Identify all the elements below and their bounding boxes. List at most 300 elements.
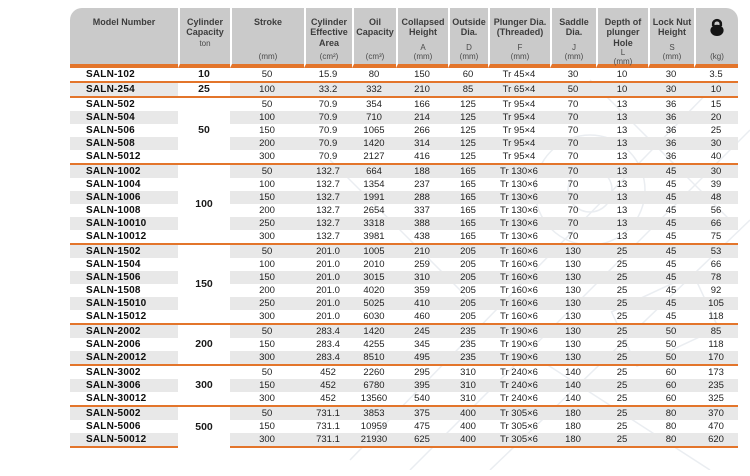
effective-area-cell: 70.9: [304, 111, 352, 124]
outside-dia-cell: 235: [460, 338, 476, 350]
outside-dia-cell: 400: [448, 433, 488, 448]
capacity-cell: 200: [178, 323, 230, 364]
effective-area-cell: 201.0: [316, 258, 340, 270]
saddle-dia-cell: 130: [565, 310, 581, 322]
plunger-hole-depth-cell: 10: [596, 81, 648, 96]
effective-area-cell: 201.0: [304, 271, 352, 284]
weight-cell: 20: [694, 111, 738, 124]
effective-area-cell: 33.2: [304, 81, 352, 96]
effective-area-cell: 452: [320, 392, 336, 404]
model-cell: SALN-3006: [70, 379, 178, 392]
oil-capacity-cell: 13560: [360, 392, 388, 404]
collapsed-height-cell: 395: [396, 379, 448, 392]
oil-capacity-cell: 1991: [352, 191, 396, 204]
model-cell: SALN-15010: [70, 297, 178, 310]
outside-dia-cell: 310: [460, 392, 476, 404]
plunger-dia-cell: Tr 45×4: [502, 68, 536, 80]
plunger-dia-cell: Tr 130×6: [500, 178, 538, 190]
outside-dia-cell: 235: [448, 323, 488, 338]
stroke-cell: 50: [230, 96, 304, 111]
table-row: [70, 420, 738, 433]
col-header-cylinder-capacity: Cylinder Capacity ton: [178, 8, 230, 68]
table-row: [70, 271, 738, 284]
table-row: [70, 284, 738, 297]
model-cell: SALN-15012: [86, 310, 147, 322]
effective-area-cell: 731.1: [304, 433, 352, 448]
kettlebell-weight-icon: [707, 18, 727, 42]
weight-cell: 118: [708, 310, 724, 322]
collapsed-height-cell: 416: [414, 150, 430, 162]
model-cell: SALN-1504: [86, 258, 141, 270]
saddle-dia-cell: 130: [550, 271, 596, 284]
outside-dia-cell: 310: [448, 379, 488, 392]
collapsed-height-cell: 375: [396, 405, 448, 420]
effective-area-cell: 132.7: [304, 163, 352, 178]
oil-capacity-cell: 4255: [363, 338, 385, 350]
stroke-cell: 50: [230, 405, 304, 420]
collapsed-height-cell: 150: [414, 68, 430, 80]
weight-cell: 30: [694, 137, 738, 150]
collapsed-height-cell: 295: [396, 364, 448, 379]
weight-cell: 30: [694, 163, 738, 178]
table-row: [70, 111, 738, 124]
weight-cell: 56: [710, 204, 722, 216]
plunger-hole-depth-cell: 25: [616, 392, 628, 404]
lock-nut-height-cell: 50: [648, 323, 694, 338]
oil-capacity-cell: 10959: [360, 420, 388, 432]
model-cell: SALN-254: [70, 81, 178, 96]
plunger-dia-cell: Tr 130×6: [500, 230, 538, 242]
collapsed-height-cell: 188: [396, 163, 448, 178]
effective-area-cell: 201.0: [304, 243, 352, 258]
stroke-cell: 50: [230, 163, 304, 178]
effective-area-cell: 70.9: [318, 150, 338, 162]
outside-dia-cell: 165: [460, 230, 476, 242]
stroke-cell: 300: [259, 150, 275, 162]
saddle-dia-cell: 130: [550, 351, 596, 364]
col-header-saddle-dia: Saddle Dia. J (mm): [550, 8, 596, 68]
capacity-cell: 50: [178, 96, 230, 163]
saddle-dia-cell: 70: [550, 217, 596, 230]
collapsed-height-cell: 495: [396, 351, 448, 364]
saddle-dia-cell: 140: [550, 364, 596, 379]
saddle-dia-cell: 130: [565, 284, 581, 296]
model-cell: SALN-1008: [86, 204, 141, 216]
lock-nut-height-cell: 50: [665, 338, 677, 350]
collapsed-height-cell: 345: [414, 338, 430, 350]
stroke-cell: 50: [230, 323, 304, 338]
plunger-dia-cell: Tr 130×6: [488, 191, 550, 204]
model-cell: SALN-2002: [70, 323, 178, 338]
lock-nut-height-cell: 30: [648, 81, 694, 96]
outside-dia-cell: 400: [448, 405, 488, 420]
outside-dia-cell: 205: [448, 243, 488, 258]
plunger-hole-depth-cell: 13: [596, 217, 648, 230]
table-row: [70, 323, 738, 338]
plunger-hole-depth-cell: 25: [596, 271, 648, 284]
stroke-cell: 250: [230, 297, 304, 310]
plunger-dia-cell: Tr 160×6: [488, 297, 550, 310]
saddle-dia-cell: 70: [567, 204, 579, 216]
model-cell: SALN-102: [86, 68, 135, 80]
outside-dia-cell: 165: [448, 163, 488, 178]
saddle-dia-cell: 70: [550, 191, 596, 204]
plunger-hole-depth-cell: 25: [596, 364, 648, 379]
stroke-cell: 50: [230, 243, 304, 258]
capacity-cell: 25: [178, 81, 230, 96]
outside-dia-cell: 165: [460, 178, 476, 190]
table-row: [70, 338, 738, 351]
oil-capacity-cell: 354: [352, 96, 396, 111]
oil-capacity-cell: 1354: [363, 178, 385, 190]
capacity-cell: 150: [178, 243, 230, 323]
lock-nut-height-cell: 80: [648, 433, 694, 448]
outside-dia-cell: 205: [460, 284, 476, 296]
lock-nut-height-cell: 45: [648, 191, 694, 204]
weight-cell: 620: [694, 433, 738, 448]
plunger-dia-cell: Tr 190×6: [500, 338, 538, 350]
collapsed-height-cell: 625: [396, 433, 448, 448]
effective-area-cell: 15.9: [318, 68, 338, 80]
oil-capacity-cell: 8510: [352, 351, 396, 364]
lock-nut-height-cell: 45: [665, 284, 677, 296]
plunger-hole-depth-cell: 25: [596, 323, 648, 338]
oil-capacity-cell: 2654: [363, 204, 385, 216]
oil-capacity-cell: 3015: [352, 271, 396, 284]
col-header-collapsed-height: Collapsed Height A (mm): [396, 8, 448, 68]
effective-area-cell: 731.1: [316, 420, 340, 432]
outside-dia-cell: 235: [448, 351, 488, 364]
col-header-stroke: Stroke (mm): [230, 8, 304, 68]
model-cell: SALN-1508: [86, 284, 141, 296]
model-cell: SALN-20012: [70, 351, 178, 364]
oil-capacity-cell: 2010: [363, 258, 385, 270]
oil-capacity-cell: 1005: [352, 243, 396, 258]
lock-nut-height-cell: 45: [665, 178, 677, 190]
table-row: [70, 81, 738, 96]
weight-cell: 15: [694, 96, 738, 111]
oil-capacity-cell: 6780: [352, 379, 396, 392]
table-row: [70, 217, 738, 230]
model-cell: SALN-5006: [86, 420, 141, 432]
table-row: [70, 68, 738, 81]
weight-cell: 40: [710, 150, 722, 162]
table-row: [70, 243, 738, 258]
model-cell: SALN-5002: [70, 405, 178, 420]
table-header: [70, 8, 738, 68]
oil-capacity-cell: 332: [352, 81, 396, 96]
plunger-hole-depth-cell: 25: [616, 284, 628, 296]
weight-cell: 370: [694, 405, 738, 420]
effective-area-cell: 731.1: [304, 405, 352, 420]
saddle-dia-cell: 130: [550, 243, 596, 258]
collapsed-height-cell: 475: [414, 420, 430, 432]
effective-area-cell: 132.7: [316, 204, 340, 216]
outside-dia-cell: 165: [460, 204, 476, 216]
plunger-dia-cell: Tr 160×6: [500, 284, 538, 296]
outside-dia-cell: 400: [460, 420, 476, 432]
table-body: [70, 68, 738, 448]
effective-area-cell: 132.7: [316, 230, 340, 242]
lock-nut-height-cell: 45: [648, 217, 694, 230]
plunger-hole-depth-cell: 25: [596, 351, 648, 364]
oil-capacity-cell: 80: [368, 68, 380, 80]
stroke-cell: 150: [259, 420, 275, 432]
plunger-dia-cell: Tr 130×6: [500, 204, 538, 216]
saddle-dia-cell: 140: [550, 379, 596, 392]
model-cell: SALN-10012: [86, 230, 147, 242]
lock-nut-height-cell: 30: [665, 68, 677, 80]
plunger-dia-cell: Tr 305×6: [488, 433, 550, 448]
model-cell: SALN-1502: [70, 243, 178, 258]
weight-cell: 10: [694, 81, 738, 96]
plunger-dia-cell: Tr 240×6: [488, 364, 550, 379]
collapsed-height-cell: 410: [396, 297, 448, 310]
table-row: [70, 124, 738, 137]
plunger-hole-depth-cell: 13: [596, 163, 648, 178]
plunger-dia-cell: Tr 160×6: [500, 258, 538, 270]
model-cell: SALN-2006: [86, 338, 141, 350]
plunger-hole-depth-cell: 10: [616, 68, 628, 80]
effective-area-cell: 283.4: [304, 351, 352, 364]
table-row: [70, 405, 738, 420]
collapsed-height-cell: 288: [396, 191, 448, 204]
outside-dia-cell: 125: [448, 111, 488, 124]
outside-dia-cell: 60: [462, 68, 474, 80]
model-cell: SALN-502: [70, 96, 178, 111]
model-cell: SALN-506: [86, 124, 135, 136]
effective-area-cell: 70.9: [318, 124, 338, 136]
stroke-cell: 300: [230, 433, 304, 448]
saddle-dia-cell: 70: [567, 124, 579, 136]
plunger-hole-depth-cell: 13: [596, 137, 648, 150]
model-cell: SALN-1506: [70, 271, 178, 284]
saddle-dia-cell: 50: [550, 81, 596, 96]
effective-area-cell: 132.7: [304, 217, 352, 230]
model-cell: SALN-50012: [70, 433, 178, 448]
outside-dia-cell: 205: [448, 297, 488, 310]
outside-dia-cell: 205: [460, 258, 476, 270]
plunger-dia-cell: Tr 95×4: [488, 137, 550, 150]
lock-nut-height-cell: 45: [648, 163, 694, 178]
saddle-dia-cell: 140: [565, 392, 581, 404]
outside-dia-cell: 125: [448, 137, 488, 150]
col-header-effective-area: Cylinder Effective Area (cm²): [304, 8, 352, 68]
effective-area-cell: 452: [304, 364, 352, 379]
effective-area-cell: 201.0: [304, 297, 352, 310]
outside-dia-cell: 85: [448, 81, 488, 96]
collapsed-height-cell: 166: [396, 96, 448, 111]
saddle-dia-cell: 180: [550, 405, 596, 420]
collapsed-height-cell: 210: [396, 81, 448, 96]
model-cell: SALN-3002: [70, 364, 178, 379]
lock-nut-height-cell: 50: [648, 351, 694, 364]
effective-area-cell: 70.9: [304, 96, 352, 111]
stroke-cell: 150: [259, 338, 275, 350]
col-header-lock-nut-height: Lock Nut Height S (mm): [648, 8, 694, 68]
lock-nut-height-cell: 45: [648, 243, 694, 258]
plunger-hole-depth-cell: 25: [596, 379, 648, 392]
collapsed-height-cell: 259: [414, 258, 430, 270]
plunger-dia-cell: Tr 160×6: [488, 243, 550, 258]
saddle-dia-cell: 130: [565, 258, 581, 270]
lock-nut-height-cell: 45: [665, 310, 677, 322]
lock-nut-height-cell: 45: [665, 230, 677, 242]
outside-dia-cell: 205: [448, 271, 488, 284]
stroke-cell: 100: [230, 81, 304, 96]
saddle-dia-cell: 70: [567, 230, 579, 242]
effective-area-cell: 201.0: [316, 284, 340, 296]
lock-nut-height-cell: 36: [665, 150, 677, 162]
table-row: [70, 379, 738, 392]
stroke-cell: 100: [230, 111, 304, 124]
oil-capacity-cell: 710: [352, 111, 396, 124]
stroke-cell: 100: [259, 178, 275, 190]
lock-nut-height-cell: 45: [648, 297, 694, 310]
col-header-plunger-dia: Plunger Dia. (Threaded) F (mm): [488, 8, 550, 68]
col-header-weight: (kg): [694, 8, 738, 68]
plunger-hole-depth-cell: 13: [616, 178, 628, 190]
plunger-dia-cell: Tr 240×6: [500, 392, 538, 404]
saddle-dia-cell: 70: [550, 163, 596, 178]
oil-capacity-cell: 1065: [363, 124, 385, 136]
outside-dia-cell: 165: [448, 217, 488, 230]
table-row: [70, 392, 738, 405]
weight-cell: 170: [694, 351, 738, 364]
lock-nut-height-cell: 36: [648, 111, 694, 124]
stroke-cell: 200: [259, 284, 275, 296]
stroke-cell: 150: [230, 191, 304, 204]
weight-cell: 53: [694, 243, 738, 258]
collapsed-height-cell: 359: [414, 284, 430, 296]
capacity-cell: 500: [178, 405, 230, 448]
plunger-dia-cell: Tr 130×6: [488, 217, 550, 230]
collapsed-height-cell: 540: [414, 392, 430, 404]
plunger-hole-depth-cell: 25: [596, 405, 648, 420]
plunger-hole-depth-cell: 13: [616, 230, 628, 242]
stroke-cell: 200: [230, 137, 304, 150]
oil-capacity-cell: 5025: [352, 297, 396, 310]
saddle-dia-cell: 70: [567, 178, 579, 190]
col-header-oil-capacity: Oil Capacity (cm³): [352, 8, 396, 68]
saddle-dia-cell: 130: [550, 297, 596, 310]
plunger-hole-depth-cell: 25: [616, 420, 628, 432]
plunger-dia-cell: Tr 130×6: [488, 163, 550, 178]
plunger-dia-cell: Tr 95×4: [488, 111, 550, 124]
plunger-dia-cell: Tr 190×6: [488, 323, 550, 338]
plunger-dia-cell: Tr 305×6: [500, 420, 538, 432]
plunger-hole-depth-cell: 13: [596, 111, 648, 124]
effective-area-cell: 283.4: [304, 323, 352, 338]
plunger-hole-depth-cell: 25: [596, 243, 648, 258]
plunger-hole-depth-cell: 25: [616, 338, 628, 350]
lock-nut-height-cell: 45: [648, 271, 694, 284]
saddle-dia-cell: 180: [565, 420, 581, 432]
table-row: [70, 433, 738, 448]
plunger-dia-cell: Tr 95×4: [502, 124, 536, 136]
plunger-hole-depth-cell: 25: [616, 310, 628, 322]
collapsed-height-cell: 214: [396, 111, 448, 124]
collapsed-height-cell: 245: [396, 323, 448, 338]
outside-dia-cell: 125: [448, 96, 488, 111]
oil-capacity-cell: 3853: [352, 405, 396, 420]
capacity-cell: 100: [178, 163, 230, 243]
collapsed-height-cell: 237: [414, 178, 430, 190]
table-row: [70, 310, 738, 323]
oil-capacity-cell: 2127: [363, 150, 385, 162]
table-row: [70, 258, 738, 271]
weight-cell: 78: [694, 271, 738, 284]
table-row: [70, 150, 738, 163]
capacity-cell: 10: [178, 68, 230, 81]
plunger-dia-cell: Tr 95×4: [502, 150, 536, 162]
model-cell: SALN-1004: [86, 178, 141, 190]
weight-cell: 75: [710, 230, 722, 242]
collapsed-height-cell: 438: [414, 230, 430, 242]
weight-cell: 118: [708, 338, 724, 350]
saddle-dia-cell: 70: [550, 111, 596, 124]
stroke-cell: 100: [259, 258, 275, 270]
oil-capacity-cell: 1420: [352, 323, 396, 338]
saddle-dia-cell: 70: [550, 137, 596, 150]
saddle-dia-cell: 70: [550, 96, 596, 111]
collapsed-height-cell: 266: [414, 124, 430, 136]
plunger-dia-cell: Tr 160×6: [500, 310, 538, 322]
weight-cell: 66: [710, 258, 722, 270]
plunger-hole-depth-cell: 25: [596, 433, 648, 448]
collapsed-height-cell: 388: [396, 217, 448, 230]
effective-area-cell: 201.0: [316, 310, 340, 322]
oil-capacity-cell: 4020: [363, 284, 385, 296]
table-row: [70, 351, 738, 364]
plunger-dia-cell: Tr 95×4: [488, 96, 550, 111]
saddle-dia-cell: 130: [565, 338, 581, 350]
collapsed-height-cell: 314: [396, 137, 448, 150]
outside-dia-cell: 310: [448, 364, 488, 379]
lock-nut-height-cell: 60: [648, 379, 694, 392]
col-header-model-number: Model Number: [70, 8, 178, 68]
model-cell: SALN-504: [70, 111, 178, 124]
plunger-hole-depth-cell: 13: [616, 124, 628, 136]
effective-area-cell: 132.7: [304, 191, 352, 204]
weight-cell: 39: [710, 178, 722, 190]
stroke-cell: 50: [230, 364, 304, 379]
lock-nut-height-cell: 80: [665, 420, 677, 432]
table-row: [70, 137, 738, 150]
stroke-cell: 300: [259, 230, 275, 242]
plunger-dia-cell: Tr 160×6: [488, 271, 550, 284]
plunger-dia-cell: Tr 305×6: [488, 405, 550, 420]
stroke-cell: 150: [259, 124, 275, 136]
plunger-hole-depth-cell: 25: [596, 297, 648, 310]
oil-capacity-cell: 21930: [352, 433, 396, 448]
lock-nut-height-cell: 60: [648, 364, 694, 379]
weight-cell: 470: [708, 420, 724, 432]
table-row: [70, 204, 738, 217]
table-row: [70, 230, 738, 243]
oil-capacity-cell: 3318: [352, 217, 396, 230]
plunger-hole-depth-cell: 13: [596, 96, 648, 111]
collapsed-height-cell: 460: [414, 310, 430, 322]
weight-cell: 325: [708, 392, 724, 404]
plunger-hole-depth-cell: 13: [616, 150, 628, 162]
table-row: [70, 191, 738, 204]
lock-nut-height-cell: 45: [665, 204, 677, 216]
lock-nut-height-cell: 80: [648, 405, 694, 420]
cylinder-spec-table: [70, 8, 738, 448]
outside-dia-cell: 165: [448, 191, 488, 204]
weight-cell: 92: [710, 284, 722, 296]
